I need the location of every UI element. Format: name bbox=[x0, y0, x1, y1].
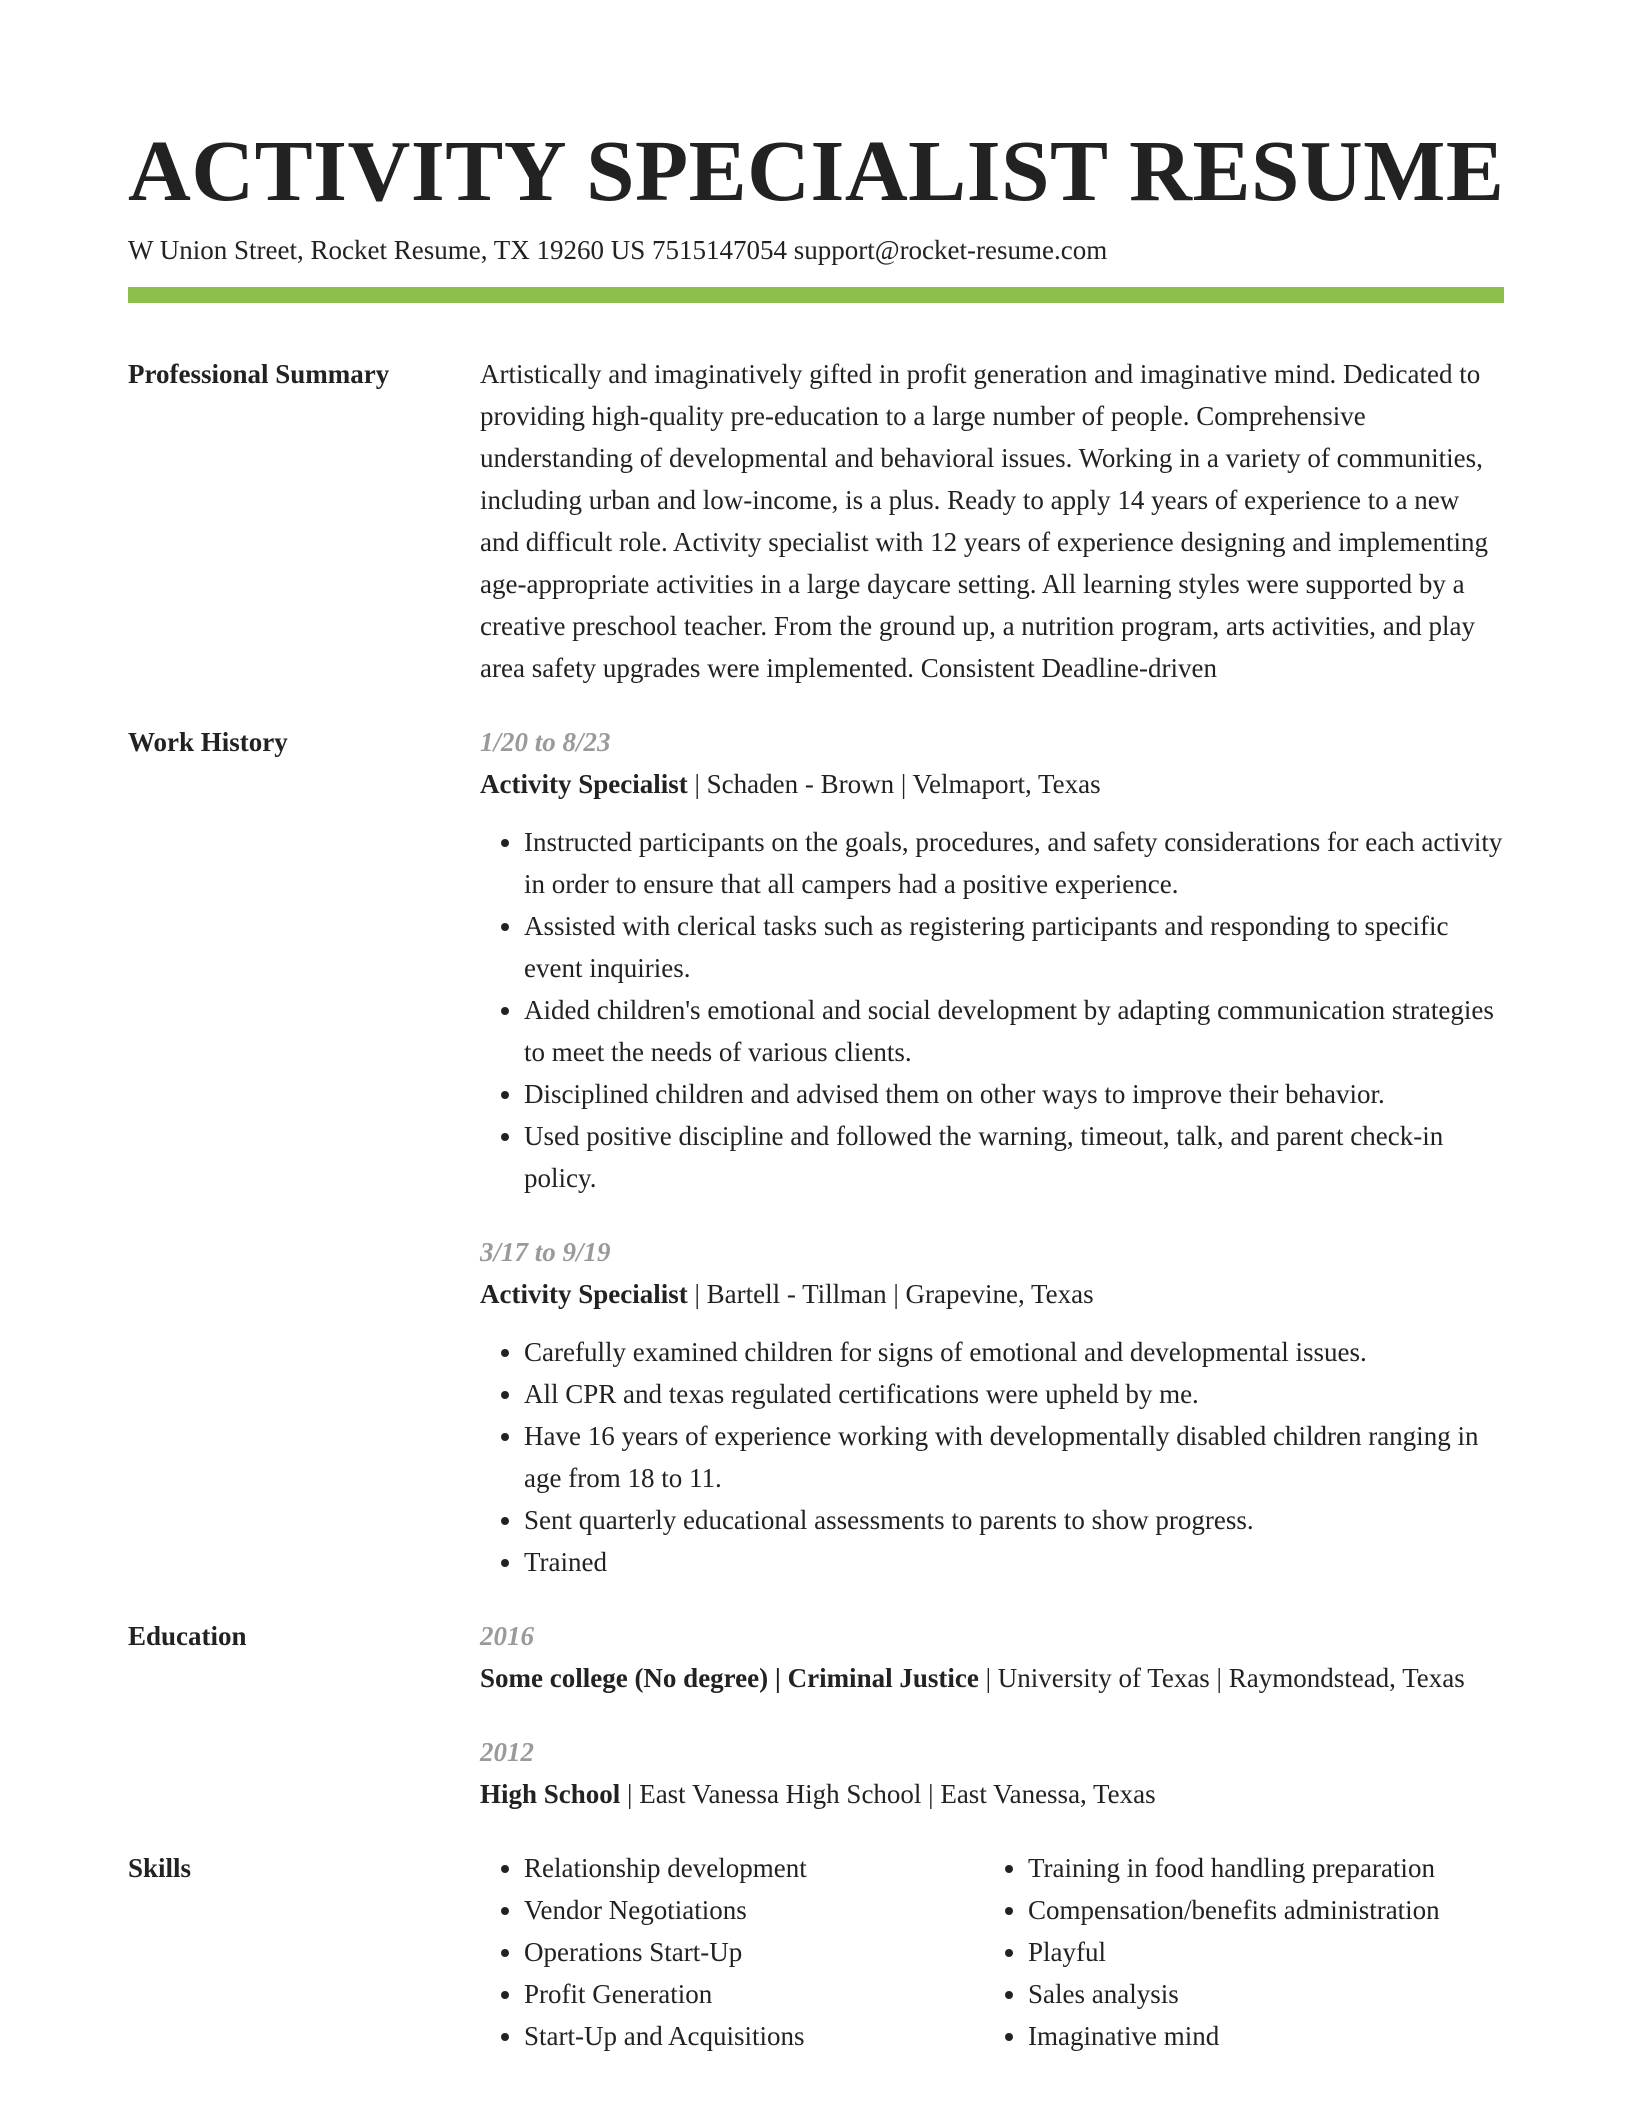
job-title: Activity Specialist bbox=[480, 769, 688, 799]
contact-line: W Union Street, Rocket Resume, TX 19260 US 7515147054 support@rocket-resume.com bbox=[128, 235, 1108, 265]
list-item: • Used positive discipline and followed the warning, timeout, talk, and parent check-in policy. bbox=[524, 1115, 1504, 1199]
education-entry bbox=[480, 1731, 1504, 1815]
education-details: | University of Texas | Raymondstead, Texas bbox=[978, 1663, 1465, 1693]
list-item: • Carefully examined children for signs of emotional and developmental issues. bbox=[524, 1331, 1504, 1373]
job-dates: 3/17 to 9/19 bbox=[480, 1237, 611, 1267]
job-entry bbox=[480, 1231, 1504, 1583]
skill-item: • Operations Start-Up bbox=[524, 1931, 984, 1973]
section-label-work-history: Work History bbox=[128, 727, 288, 757]
list-item: • Trained bbox=[524, 1541, 1504, 1583]
list-item: • Assisted with clerical tasks such as registering participants and responding to specific event inquiries. bbox=[524, 905, 1504, 989]
summary-text: Artistically and imaginatively gifted in profit generation and imaginative mind. Dedicated to providing high-quality pre-education to a large number of people. Comprehensive understanding of developmental and behavioral issues. Working in a variety of communities, including urban and low-income, is a plus. Ready to apply 14 years of experience to a new and difficult role. Activity specialist with 12 years of experience designing and implementing age-appropriate activities in a large daycare setting. All learning styles were supported by a creative preschool teacher. From the ground up, a nutrition program, arts activities, and play area safety upgrades were implemented. Consistent Deadline-driven bbox=[480, 359, 1488, 683]
job-bullets bbox=[480, 821, 1504, 1199]
education-year: 2012 bbox=[480, 1737, 534, 1767]
work-history-section bbox=[128, 721, 1504, 1583]
education-entry bbox=[480, 1615, 1504, 1699]
job-entry bbox=[480, 721, 1504, 1199]
job-dates: 1/20 to 8/23 bbox=[480, 727, 611, 757]
list-item: • Instructed participants on the goals, procedures, and safety considerations for each activity in order to ensure that all campers had a positive experience. bbox=[524, 821, 1504, 905]
list-item: • Aided children's emotional and social development by adapting communication strategies to meet the needs of various clients. bbox=[524, 989, 1504, 1073]
resume-page bbox=[128, 118, 1504, 2057]
job-heading bbox=[480, 1273, 1504, 1315]
list-item: • All CPR and texas regulated certifications were upheld by me. bbox=[524, 1373, 1504, 1415]
job-details: | Bartell - Tillman | Grapevine, Texas bbox=[687, 1279, 1094, 1309]
education-heading bbox=[480, 1657, 1504, 1699]
header-divider bbox=[128, 287, 1504, 303]
job-title: Activity Specialist bbox=[480, 1279, 688, 1309]
skills-columns bbox=[480, 1847, 1504, 2057]
skill-item: • Sales analysis bbox=[1028, 1973, 1488, 2015]
section-label-summary: Professional Summary bbox=[128, 359, 390, 389]
list-item: • Disciplined children and advised them on other ways to improve their behavior. bbox=[524, 1073, 1504, 1115]
skills-list-left bbox=[480, 1847, 984, 2057]
skill-item: • Imaginative mind bbox=[1028, 2015, 1488, 2057]
education-degree: Some college (No degree) | Criminal Justice bbox=[480, 1663, 979, 1693]
education-heading bbox=[480, 1773, 1504, 1815]
job-heading bbox=[480, 763, 1504, 805]
skill-item: • Compensation/benefits administration bbox=[1028, 1889, 1488, 1931]
list-item: • Sent quarterly educational assessments to parents to show progress. bbox=[524, 1499, 1504, 1541]
education-year: 2016 bbox=[480, 1621, 534, 1651]
skills-list-right bbox=[984, 1847, 1488, 2057]
section-label-education: Education bbox=[128, 1621, 247, 1651]
skill-item: • Training in food handling preparation bbox=[1028, 1847, 1488, 1889]
list-item: • Have 16 years of experience working with developmentally disabled children ranging in age from 18 to 11. bbox=[524, 1415, 1504, 1499]
resume-title: ACTIVITY SPECIALIST RESUME bbox=[128, 122, 1505, 219]
skill-item: • Vendor Negotiations bbox=[524, 1889, 984, 1931]
job-bullets bbox=[480, 1331, 1504, 1583]
skills-section bbox=[128, 1847, 1504, 2057]
education-details: | East Vanessa High School | East Vanessa, Texas bbox=[620, 1779, 1156, 1809]
skill-item: • Playful bbox=[1028, 1931, 1488, 1973]
skill-item: • Profit Generation bbox=[524, 1973, 984, 2015]
job-details: | Schaden - Brown | Velmaport, Texas bbox=[687, 769, 1101, 799]
summary-section bbox=[128, 353, 1504, 689]
section-label-skills: Skills bbox=[128, 1853, 192, 1883]
skill-item: • Start-Up and Acquisitions bbox=[524, 2015, 984, 2057]
skill-item: • Relationship development bbox=[524, 1847, 984, 1889]
education-degree: High School bbox=[480, 1779, 621, 1809]
education-section bbox=[128, 1615, 1504, 1815]
